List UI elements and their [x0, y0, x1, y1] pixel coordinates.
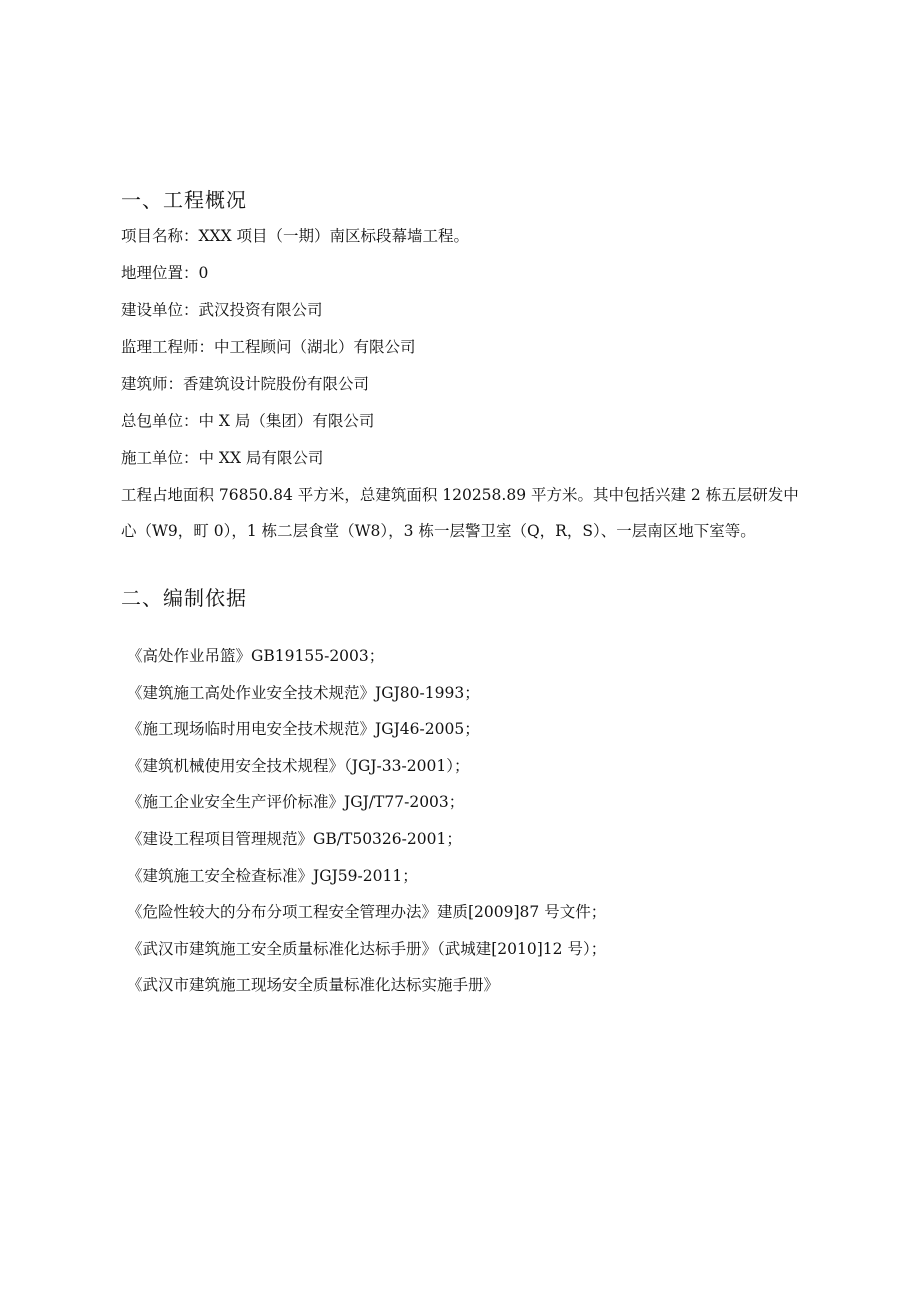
reference-item: 《武汉市建筑施工现场安全质量标准化达标实施手册》	[127, 976, 500, 995]
construction-unit-line: 建设单位：武汉投资有限公司	[121, 301, 323, 319]
section-compilation-basis	[121, 584, 811, 1004]
architect-line: 建筑师：香建筑设计院股份有限公司	[121, 375, 370, 393]
reference-item: 《施工现场临时用电安全技术规范》JGJ46-2005；	[127, 720, 480, 739]
project-info-list	[121, 218, 811, 549]
reference-item: 《危险性较大的分布分项工程安全管理办法》建质[2009]87 号文件；	[127, 903, 607, 922]
reference-item: 《施工企业安全生产评价标准》JGJ/T77-2003；	[127, 793, 465, 812]
reference-item: 《建筑施工安全检查标准》JGJ59-2011；	[127, 866, 418, 885]
section-title-basis: 二、编制依据	[121, 586, 247, 610]
area-paragraph: 工程占地面积 76850.84 平方米，总建筑面积 120258.89 平方米。其中包括兴建 2 栋五层研发中心（W9，町 0），1 栋二层食堂（W8），3 栋一层警卫室（Q，R，S）、一层南区地下室等。	[121, 486, 799, 540]
construction-contractor-line: 施工单位：中 XX 局有限公司	[121, 449, 324, 467]
project-name-line: 项目名称：XXX 项目（一期）南区标段幕墙工程。	[121, 227, 470, 245]
reference-item: 《建筑施工高处作业安全技术规范》JGJ80-1993；	[127, 683, 480, 702]
reference-item: 《建设工程项目管理规范》GB/T50326-2001；	[127, 829, 462, 848]
reference-item: 《高处作业吊篮》GB19155-2003；	[127, 647, 385, 665]
reference-item: 《武汉市建筑施工安全质量标准化达标手册》（武城建[2010]12 号）；	[127, 939, 607, 958]
general-contractor-line: 总包单位：中 X 局（集团）有限公司	[121, 412, 375, 430]
reference-list	[127, 638, 811, 1004]
section-project-overview	[121, 186, 811, 549]
supervising-engineer-line: 监理工程师：中工程顾问（湖北）有限公司	[121, 338, 416, 356]
reference-item: 《建筑机械使用安全技术规程》（JGJ-33-2001）；	[127, 756, 470, 775]
section-title-overview: 一、工程概况	[121, 188, 247, 212]
location-line: 地理位置：0	[121, 264, 209, 282]
